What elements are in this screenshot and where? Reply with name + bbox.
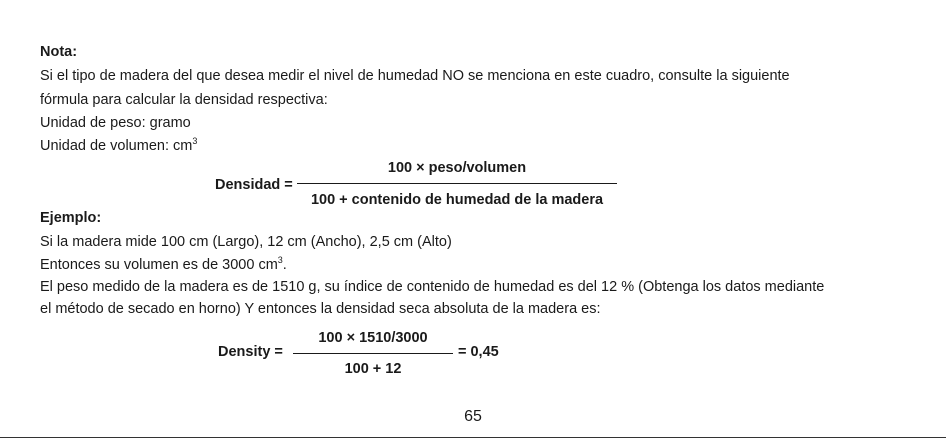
weight-unit-text: Unidad de peso: gramo bbox=[40, 115, 191, 131]
example-formula-fraction-bar bbox=[293, 353, 453, 354]
density-formula-fraction-bar bbox=[297, 183, 617, 184]
volume-unit-exponent: 3 bbox=[192, 136, 198, 146]
example-heading: Ejemplo: bbox=[40, 210, 102, 226]
density-formula-numerator: 100 × peso/volumen bbox=[387, 160, 527, 176]
example-volume-prefix: Entonces su volumen es de 3000 cm bbox=[40, 257, 278, 273]
example-line-3: El peso medido de la madera es de 1510 g, su índice de contenido de humedad es del 12 % (Obtenga los datos mediante bbox=[40, 279, 825, 295]
example-formula-lhs: Density = bbox=[218, 344, 283, 360]
density-formula-denominator: 100 + contenido de humedad de la madera bbox=[310, 192, 604, 208]
volume-unit-prefix: Unidad de volumen: cm bbox=[40, 138, 193, 154]
note-heading: Nota: bbox=[40, 44, 78, 60]
example-line-4: el método de secado en horno) Y entonces la densidad seca absoluta de la madera es: bbox=[40, 301, 601, 317]
example-volume-suffix: . bbox=[282, 257, 287, 273]
example-volume-exponent: 3 bbox=[277, 255, 283, 265]
note-paragraph-line-2: fórmula para calcular la densidad respectiva: bbox=[40, 92, 328, 108]
density-formula-lhs: Densidad = bbox=[215, 177, 293, 193]
example-formula-denominator: 100 + 12 bbox=[344, 361, 402, 377]
volume-unit-text bbox=[40, 136, 197, 156]
example-line-2 bbox=[40, 255, 287, 275]
example-line-1: Si la madera mide 100 cm (Largo), 12 cm (Ancho), 2,5 cm (Alto) bbox=[40, 234, 452, 250]
example-formula-numerator: 100 × 1510/3000 bbox=[318, 330, 428, 346]
note-paragraph-line-1: Si el tipo de madera del que desea medir el nivel de humedad NO se menciona en este cuadro, consulte la siguiente bbox=[40, 68, 790, 84]
example-formula-result: = 0,45 bbox=[458, 344, 499, 360]
page-number: 65 bbox=[464, 408, 482, 425]
bottom-rule bbox=[0, 437, 946, 438]
